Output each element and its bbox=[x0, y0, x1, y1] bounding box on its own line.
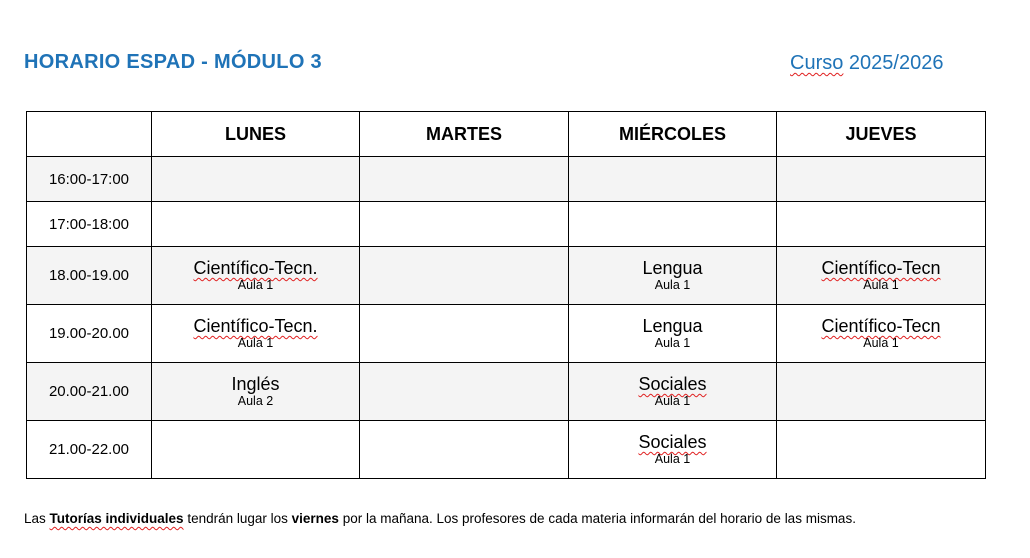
footer-text: por la mañana. Los profesores de cada materia informarán del horario de las mismas. bbox=[338, 511, 856, 526]
schedule-cell bbox=[152, 421, 360, 479]
subject-name: Sociales bbox=[638, 432, 707, 452]
page-title: HORARIO ESPAD - MÓDULO 3 bbox=[24, 51, 322, 73]
schedule-cell bbox=[569, 305, 777, 363]
footer-note bbox=[24, 511, 856, 526]
course-word: Curso bbox=[790, 52, 844, 74]
schedule-cell bbox=[569, 421, 777, 479]
table-row bbox=[27, 305, 986, 363]
schedule-cell bbox=[360, 247, 569, 305]
schedule-cell bbox=[152, 202, 360, 247]
footer-text: Las bbox=[24, 511, 50, 526]
subject-name: Lengua bbox=[642, 258, 703, 278]
footer-text: tendrán lugar los bbox=[183, 511, 292, 526]
schedule-cell bbox=[152, 157, 360, 202]
day-header: LUNES bbox=[152, 112, 360, 157]
schedule-cell bbox=[777, 305, 986, 363]
footer-bold: Tutorías individuales bbox=[49, 511, 184, 526]
schedule-cell bbox=[152, 363, 360, 421]
schedule-cell bbox=[777, 247, 986, 305]
schedule-cell bbox=[777, 363, 986, 421]
room-label: Aula 1 bbox=[863, 336, 899, 350]
schedule-cell bbox=[777, 157, 986, 202]
table-row bbox=[27, 363, 986, 421]
table-row bbox=[27, 202, 986, 247]
subject-name: Científico-Tecn bbox=[821, 258, 941, 278]
room-label: Aula 1 bbox=[654, 278, 691, 292]
schedule-cell bbox=[360, 202, 569, 247]
time-slot-cell: 17:00-18:00 bbox=[27, 202, 152, 247]
schedule-table bbox=[26, 111, 986, 479]
schedule-cell bbox=[569, 247, 777, 305]
schedule-cell bbox=[569, 157, 777, 202]
schedule-cell bbox=[152, 305, 360, 363]
day-header: MARTES bbox=[360, 112, 569, 157]
table-row bbox=[27, 247, 986, 305]
schedule-cell bbox=[360, 421, 569, 479]
course-label bbox=[790, 52, 943, 75]
subject-name: Científico-Tecn. bbox=[193, 316, 318, 336]
table-row bbox=[27, 157, 986, 202]
room-label: Aula 1 bbox=[654, 394, 691, 408]
time-slot-cell: 19.00-20.00 bbox=[27, 305, 152, 363]
schedule-cell bbox=[569, 202, 777, 247]
subject-name: Lengua bbox=[642, 316, 703, 336]
time-slot-cell: 18.00-19.00 bbox=[27, 247, 152, 305]
header-row bbox=[27, 112, 986, 157]
time-slot-cell: 21.00-22.00 bbox=[27, 421, 152, 479]
room-label: Aula 1 bbox=[863, 278, 899, 292]
corner-cell bbox=[27, 112, 152, 157]
table-row bbox=[27, 421, 986, 479]
time-slot-cell: 20.00-21.00 bbox=[27, 363, 152, 421]
room-label: Aula 1 bbox=[654, 336, 691, 350]
room-label: Aula 1 bbox=[654, 452, 691, 466]
day-header: JUEVES bbox=[777, 112, 986, 157]
schedule-cell bbox=[360, 363, 569, 421]
day-header: MIÉRCOLES bbox=[569, 112, 777, 157]
footer-bold: viernes bbox=[291, 511, 339, 526]
schedule-cell bbox=[777, 421, 986, 479]
schedule-cell bbox=[777, 202, 986, 247]
subject-name: Sociales bbox=[638, 374, 707, 394]
subject-name: Científico-Tecn. bbox=[193, 258, 318, 278]
schedule-cell bbox=[360, 157, 569, 202]
subject-name: Inglés bbox=[231, 374, 280, 394]
room-label: Aula 1 bbox=[237, 336, 274, 350]
subject-name: Científico-Tecn bbox=[821, 316, 941, 336]
room-label: Aula 1 bbox=[237, 278, 274, 292]
schedule-cell bbox=[569, 363, 777, 421]
course-year: 2025/2026 bbox=[848, 52, 944, 74]
schedule-cell bbox=[360, 305, 569, 363]
schedule-cell bbox=[152, 247, 360, 305]
time-slot-cell: 16:00-17:00 bbox=[27, 157, 152, 202]
room-label: Aula 2 bbox=[237, 394, 274, 408]
